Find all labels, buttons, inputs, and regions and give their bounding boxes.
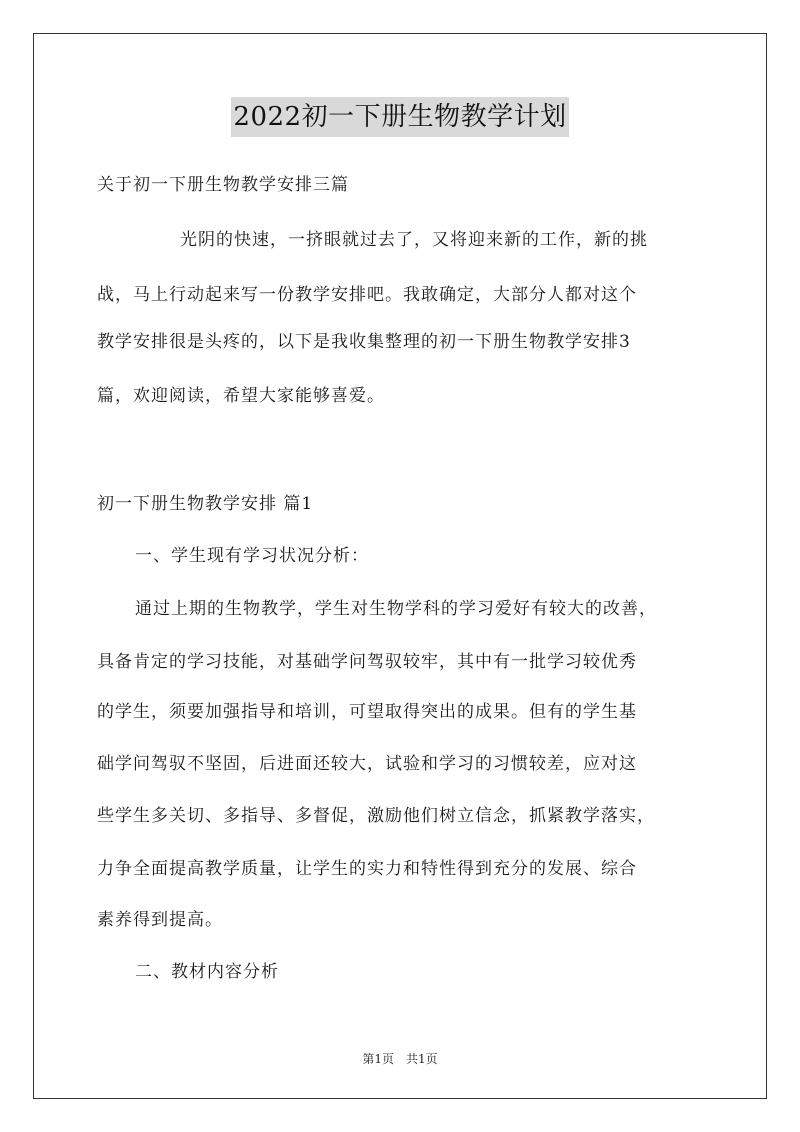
body-line: 具备肯定的学习技能，对基础学问驾驭较牢，其中有一批学习较优秀 — [97, 652, 637, 672]
document-title: 2022初一下册生物教学计划 — [231, 97, 568, 137]
section-title: 初一下册生物教学安排 篇1 — [97, 494, 314, 514]
title-container — [0, 97, 800, 137]
heading-textbook-analysis: 二、教材内容分析 — [135, 962, 279, 982]
page-footer: 第1页 共1页 — [362, 1052, 438, 1066]
body-line: 的学生，须要加强指导和培训，可望取得突出的成果。但有的学生基 — [97, 702, 637, 722]
intro-line: 教学安排很是头疼的，以下是我收集整理的初一下册生物教学安排3 — [97, 332, 631, 352]
body-line: 通过上期的生物教学，学生对生物学科的学习爱好有较大的改善， — [135, 599, 657, 619]
intro-line: 光阴的快速，一挤眼就过去了，又将迎来新的工作，新的挑 — [180, 230, 648, 250]
body-line: 些学生多关切、多指导、多督促，激励他们树立信念，抓紧教学落实， — [97, 806, 655, 826]
intro-line: 战，马上行动起来写一份教学安排吧。我敢确定，大部分人都对这个 — [97, 285, 637, 305]
intro-line: 篇，欢迎阅读，希望大家能够喜爱。 — [97, 386, 385, 406]
body-line: 力争全面提高教学质量，让学生的实力和特性得到充分的发展、综合 — [97, 859, 637, 879]
body-line: 素养得到提高。 — [97, 910, 223, 930]
body-line: 础学问驾驭不坚固，后进面还较大，试验和学习的习惯较差，应对这 — [97, 754, 637, 774]
heading-student-analysis: 一、学生现有学习状况分析： — [135, 546, 369, 566]
document-subtitle: 关于初一下册生物教学安排三篇 — [97, 175, 349, 195]
